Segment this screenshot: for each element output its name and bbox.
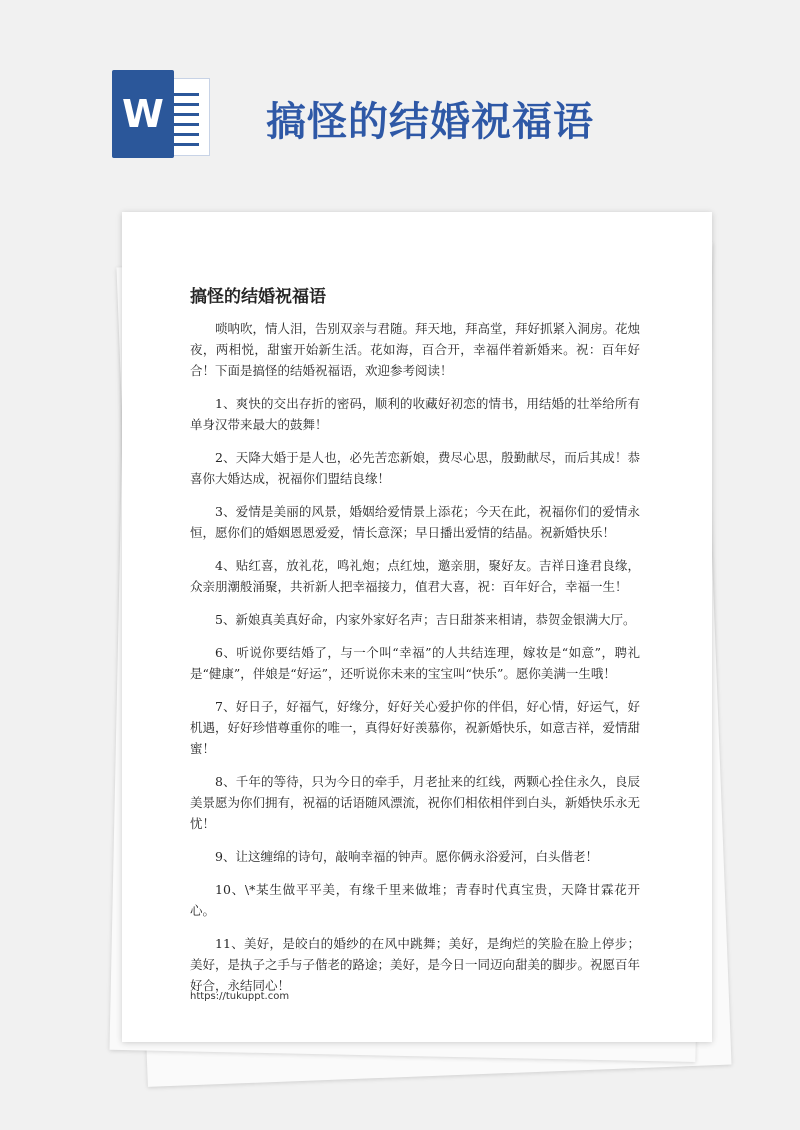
list-item: 8、千年的等待，只为今日的牵手，月老扯来的红线，两颗心拴住永久，良辰美景愿为你们拥有，祝福的话语随风漂流，祝你们相依相伴到白头，新婚快乐永无忧！ bbox=[190, 774, 641, 831]
list-item: 4、贴红喜，放礼花，鸣礼炮；点红烛，邀亲朋，聚好友。吉祥日逢君良缘，众亲朋潮般涌聚，共祈新人把幸福接力，值君大喜，祝：百年好合，幸福一生！ bbox=[190, 558, 640, 594]
list-item: 7、好日子，好福气，好缘分，好好关心爱护你的伴侣，好心情，好运气，好机遇，好好珍惜尊重你的唯一，真得好好羡慕你，祝新婚快乐，如意吉祥，爱情甜蜜！ bbox=[190, 699, 641, 756]
list-item: 11、美好，是皎白的婚纱的在风中跳舞；美好，是绚烂的笑脸在脸上停步；美好，是执子之手与子偕老的路途；美好，是今日一同迈向甜美的脚步。祝愿百年好合，永结同心！ bbox=[190, 936, 641, 993]
list-item: 10、\*某生做平平美，有缘千里来做堆；青春时代真宝贵，天降甘霖花开心。 bbox=[190, 882, 640, 918]
document-page bbox=[122, 212, 712, 1042]
list-item: 1、爽快的交出存折的密码，顺利的收藏好初恋的情书，用结婚的壮举给所有单身汉带来最大的鼓舞！ bbox=[190, 396, 640, 432]
list-item: 6、听说你要结婚了，与一个叫“幸福”的人共结连理，嫁妆是“如意”，聘礼是“健康”，伴娘是“好运”，还听说你未来的宝宝叫“快乐”。愿你美满一生哦！ bbox=[190, 645, 640, 681]
intro-paragraph: 唢呐吹，情人泪，告别双亲与君随。拜天地，拜高堂，拜好抓紧入洞房。花烛夜，两相悦，甜蜜开始新生活。花如海，百合开，幸福伴着新婚来。祝：百年好合！下面是搞怪的结婚祝福语，欢迎参考阅读！ bbox=[190, 321, 641, 378]
footer-url[interactable]: https://tukuppt.com bbox=[190, 991, 290, 1002]
word-letter-icon: W bbox=[112, 70, 174, 158]
document-title: 搞怪的结婚祝福语 bbox=[190, 287, 326, 307]
word-app-icon bbox=[112, 70, 212, 158]
list-item: 2、天降大婚于是人也，必先苦恋新娘，费尽心思，殷勤献尽，而后其成！恭喜你大婚达成，祝福你们盟结良缘！ bbox=[190, 450, 640, 486]
list-item: 3、爱情是美丽的风景，婚姻给爱情景上添花；今天在此，祝福你们的爱情永恒，愿你们的婚姻恩恩爱爱，情长意深；早日播出爱情的结晶。祝新婚快乐！ bbox=[190, 504, 640, 540]
list-item: 5、新娘真美真好命，内家外家好名声；吉日甜茶来相请，恭贺金银满大厅。 bbox=[215, 612, 636, 627]
document-body bbox=[190, 318, 640, 1008]
list-item: 9、让这缠绵的诗句，敲响幸福的钟声。愿你俩永浴爱河，白头偕老！ bbox=[215, 849, 598, 864]
header-title: 搞怪的结婚祝福语 bbox=[266, 99, 594, 145]
